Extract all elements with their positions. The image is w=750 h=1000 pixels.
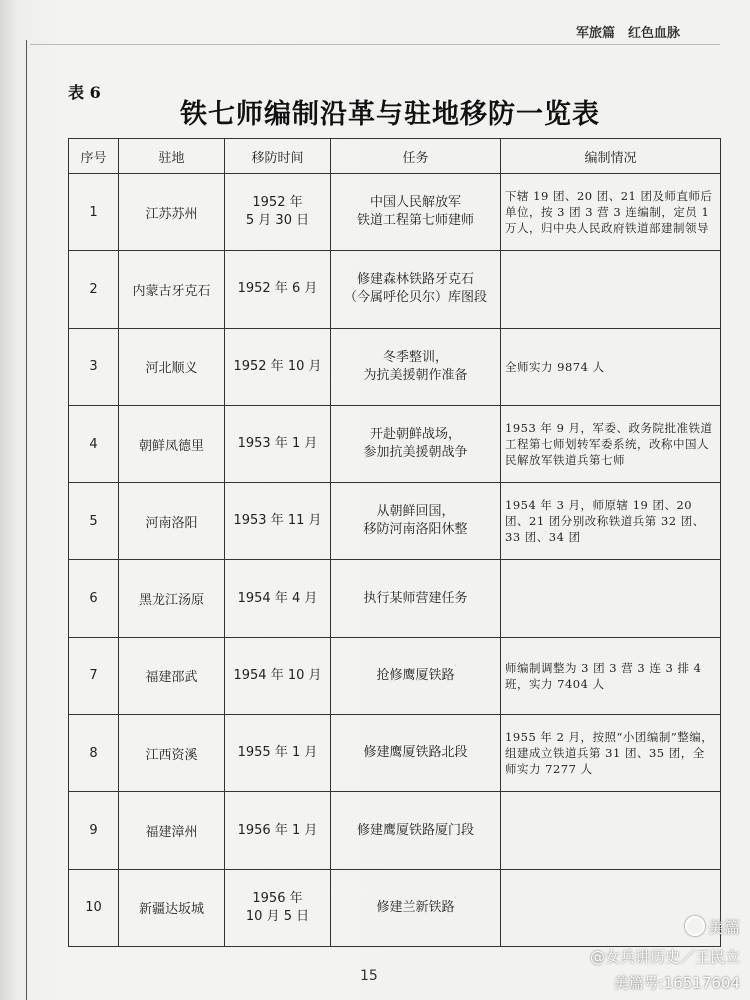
meipian-logo-icon bbox=[685, 916, 705, 936]
cell-task: 中国人民解放军 铁道工程第七师建师 bbox=[331, 174, 501, 251]
cell-location: 河南洛阳 bbox=[119, 483, 225, 560]
table-row bbox=[69, 483, 721, 560]
cell-location: 福建邵武 bbox=[119, 637, 225, 714]
cell-task: 抢修鹰厦铁路 bbox=[331, 637, 501, 714]
cell-no: 5 bbox=[69, 483, 119, 560]
watermark-brand bbox=[685, 915, 740, 938]
cell-task: 开赴朝鲜战场， 参加抗美援朝战争 bbox=[331, 405, 501, 482]
table-row bbox=[69, 560, 721, 637]
cell-location: 新疆达坂城 bbox=[119, 869, 225, 946]
table-row bbox=[69, 715, 721, 792]
cell-task: 从朝鲜回国， 移防河南洛阳休整 bbox=[331, 483, 501, 560]
header-divider bbox=[30, 44, 720, 45]
cell-location: 江苏苏州 bbox=[119, 174, 225, 251]
cell-time: 1952 年 10 月 bbox=[225, 328, 331, 405]
col-header-location: 驻地 bbox=[119, 139, 225, 174]
cell-notes bbox=[501, 251, 721, 328]
cell-time: 1955 年 1 月 bbox=[225, 715, 331, 792]
cell-no: 4 bbox=[69, 405, 119, 482]
cell-no: 1 bbox=[69, 174, 119, 251]
table-row bbox=[69, 637, 721, 714]
garrison-table bbox=[68, 138, 721, 947]
table-header-row bbox=[69, 139, 721, 174]
col-header-task: 任务 bbox=[331, 139, 501, 174]
cell-time: 1953 年 11 月 bbox=[225, 483, 331, 560]
page-number: 15 bbox=[360, 968, 378, 984]
cell-time: 1956 年 10 月 5 日 bbox=[225, 869, 331, 946]
cell-time: 1952 年 6 月 bbox=[225, 251, 331, 328]
cell-notes bbox=[501, 792, 721, 869]
cell-location: 河北顺义 bbox=[119, 328, 225, 405]
cell-task: 修建兰新铁路 bbox=[331, 869, 501, 946]
cell-no: 3 bbox=[69, 328, 119, 405]
cell-task: 修建鹰厦铁路厦门段 bbox=[331, 792, 501, 869]
col-header-notes: 编制情况 bbox=[501, 139, 721, 174]
table-title: 铁七师编制沿革与驻地移防一览表 bbox=[180, 99, 600, 130]
watermark-id: 美篇号:16517604 bbox=[613, 974, 740, 992]
table-label: 表 6 bbox=[68, 83, 101, 102]
cell-notes: 1954 年 3 月，师原辖 19 团、20 团、21 团分别改称铁道兵第 32 团、33 团、34 团 bbox=[501, 483, 721, 560]
watermark-brand-text: 美篇 bbox=[707, 918, 740, 937]
cell-notes: 全师实力 9874 人 bbox=[501, 328, 721, 405]
table-row bbox=[69, 405, 721, 482]
cell-location: 黑龙江汤原 bbox=[119, 560, 225, 637]
watermark-author: @女兵讲历史／王民立 bbox=[589, 948, 740, 966]
cell-task: 修建鹰厦铁路北段 bbox=[331, 715, 501, 792]
cell-location: 内蒙古牙克石 bbox=[119, 251, 225, 328]
cell-notes: 师编制调整为 3 团 3 营 3 连 3 排 4 班，实力 7404 人 bbox=[501, 637, 721, 714]
cell-notes bbox=[501, 560, 721, 637]
cell-no: 10 bbox=[69, 869, 119, 946]
cell-location: 江西资溪 bbox=[119, 715, 225, 792]
table-row bbox=[69, 174, 721, 251]
cell-no: 6 bbox=[69, 560, 119, 637]
table-row bbox=[69, 251, 721, 328]
cell-no: 8 bbox=[69, 715, 119, 792]
cell-task: 执行某师营建任务 bbox=[331, 560, 501, 637]
cell-notes: 1955 年 2 月，按照“小团编制”整编，组建成立铁道兵第 31 团、35 团，全师实力 7277 人 bbox=[501, 715, 721, 792]
cell-time: 1953 年 1 月 bbox=[225, 405, 331, 482]
cell-no: 7 bbox=[69, 637, 119, 714]
cell-no: 2 bbox=[69, 251, 119, 328]
table-row bbox=[69, 869, 721, 946]
cell-location: 朝鲜凤德里 bbox=[119, 405, 225, 482]
cell-notes: 1953 年 9 月，军委、政务院批准铁道工程第七师划转军委系统，改称中国人民解放军铁道兵第七师 bbox=[501, 405, 721, 482]
col-header-time: 移防时间 bbox=[225, 139, 331, 174]
cell-location: 福建漳州 bbox=[119, 792, 225, 869]
table-row bbox=[69, 792, 721, 869]
table-row bbox=[69, 328, 721, 405]
cell-task: 修建森林铁路牙克石 （今属呼伦贝尔）库图段 bbox=[331, 251, 501, 328]
cell-time: 1956 年 1 月 bbox=[225, 792, 331, 869]
cell-time: 1954 年 4 月 bbox=[225, 560, 331, 637]
cell-task: 冬季整训， 为抗美援朝作准备 bbox=[331, 328, 501, 405]
running-header: 军旅篇 红色血脉 bbox=[575, 26, 680, 41]
cell-no: 9 bbox=[69, 792, 119, 869]
cell-time: 1952 年 5 月 30 日 bbox=[225, 174, 331, 251]
cell-time: 1954 年 10 月 bbox=[225, 637, 331, 714]
col-header-no: 序号 bbox=[69, 139, 119, 174]
cell-notes: 下辖 19 团、20 团、21 团及师直师后单位，按 3 团 3 营 3 连编制，定员 1 万人，归中央人民政府铁道部建制领导 bbox=[501, 174, 721, 251]
adjacent-page-edge bbox=[0, 40, 27, 1000]
